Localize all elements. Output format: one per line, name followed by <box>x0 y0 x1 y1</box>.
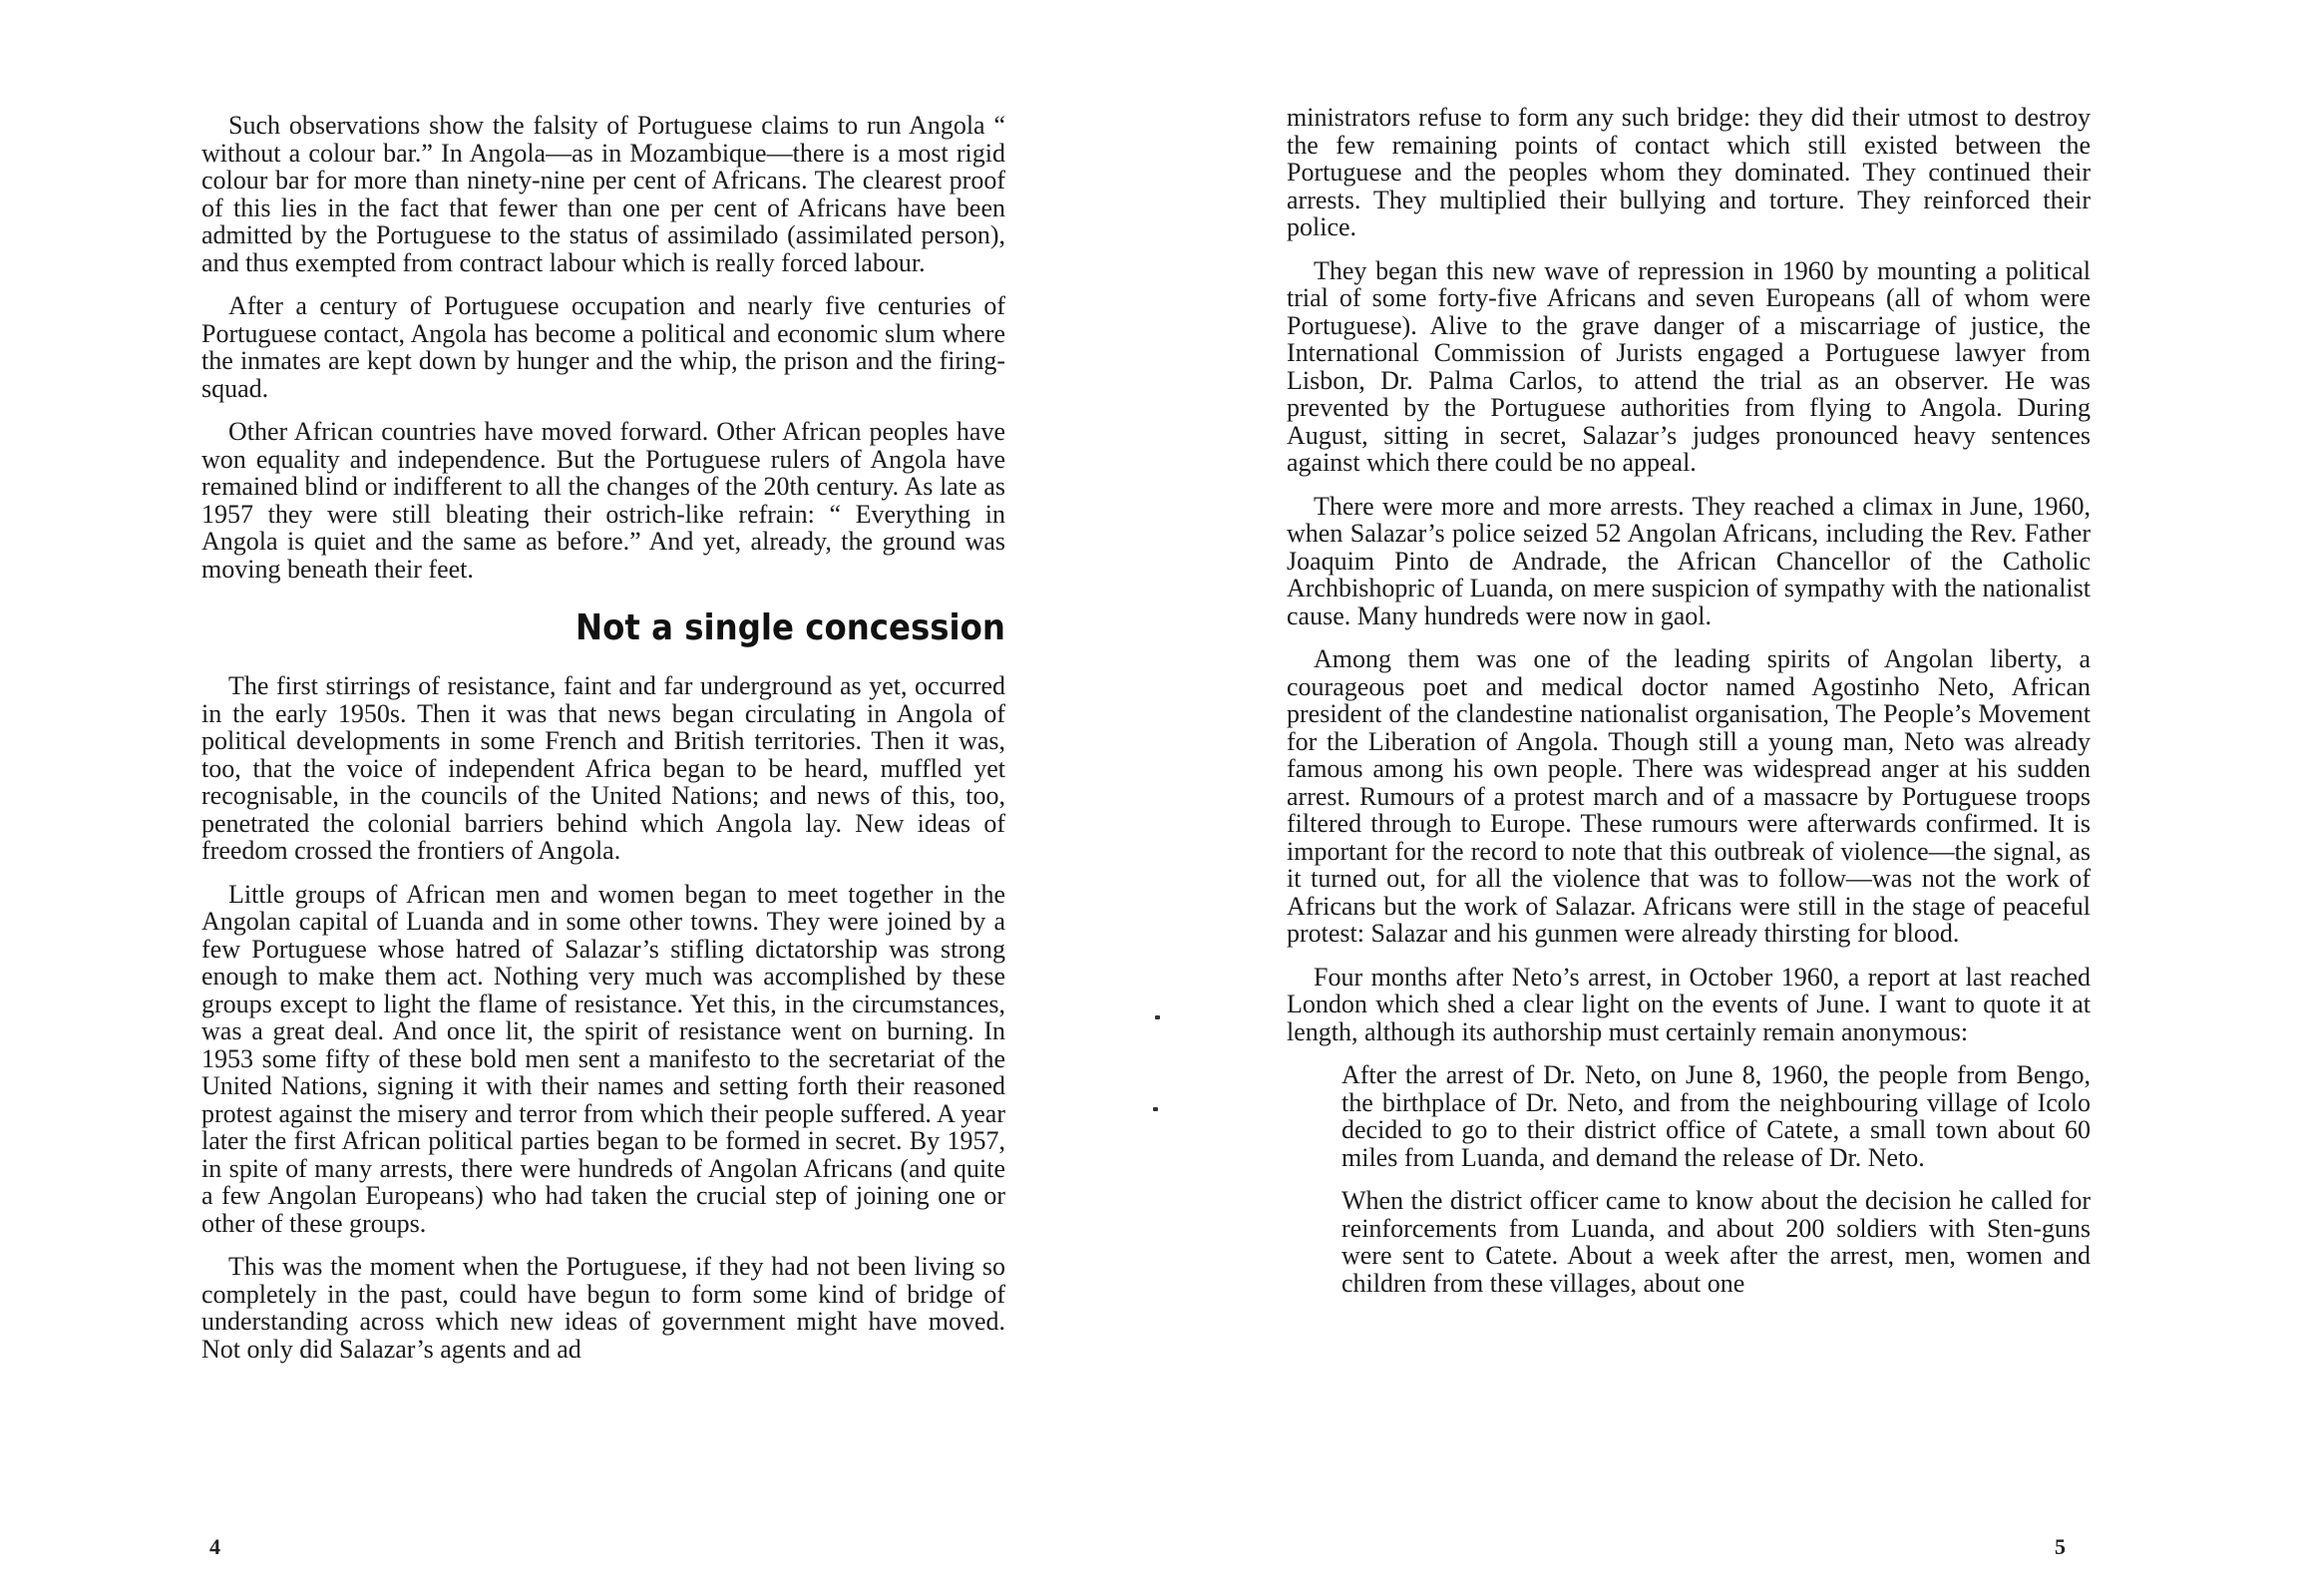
right-paragraph-4: Among them was one of the leading spirits of Angolan liberty, a courageous poet and medical doctor named Agostinho Neto, African president of the clandestine nationalist organisation, The People’s Movement for the Liberation of Angola. Though still a young man, Neto was already famous among his own people. There was widespread anger at his sudden arrest. Rumours of a protest march and of a massacre by Portuguese troops filtered through to Europe. These rumours were afterwards confirmed. It is important for the record to note that this outbreak of violence—the signal, as it turned out, for all the violence that was to follow—was not the work of Africans but the work of Salazar. Africans were still in the stage of peaceful protest: Salazar and his gunmen were already thirsting for blood. <box>1287 644 2091 948</box>
quoted-paragraph-2: When the district officer came to know about the decision he called for reinforcements from Luanda, and about 200 soldiers with Sten-guns were sent to Catete. About a week after the arrest, men, women and children from these villages, about one <box>1341 1186 2091 1298</box>
left-text-column <box>201 112 1005 1379</box>
quoted-paragraph-1: After the arrest of Dr. Neto, on June 8, 1960, the people from Bengo, the birthplace of Dr. Neto, and from the neighbouring village of Icolo decided to go to their district office of Catete, a small town about 60 miles from Luanda, and demand the release of Dr. Neto. <box>1341 1060 2091 1172</box>
left-paragraph-4: The first stirrings of resistance, faint and far underground as yet, occurred in the early 1950s. Then it was that news began circulating in Angola of political developments in some French and British territories. Then it was, too, that the voice of independent Africa began to be heard, muffled yet recognisable, in the councils of the United Nations; and news of this, too, penetrated the colonial barriers behind which Angola lay. New ideas of freedom crossed the frontiers of Angola. <box>201 671 1005 865</box>
right-paragraph-2: They began this new wave of repression in 1960 by mounting a political trial of some forty-five Africans and seven Europeans (all of whom were Portuguese). Alive to the grave danger of a miscarriage of justice, the International Commission of Jurists engaged a Portuguese lawyer from Lisbon, Dr. Palma Carlos, to attend the trial as an observer. He was prevented by the Portuguese authorities from flying to Angola. During August, sitting in secret, Salazar’s judges pronounced heavy sentences against which there could be no appeal. <box>1287 255 2091 477</box>
right-paragraph-3: There were more and more arrests. They reached a climax in June, 1960, when Salazar’s police seized 52 Angolan Africans, including the Rev. Father Joaquim Pinto de Andrade, the African Chancellor of the Catholic Archbishopric of Luanda, on mere suspicion of sympathy with the nationalist cause. Many hundreds were now in gaol. <box>1287 491 2091 630</box>
right-paragraph-1: ministrators refuse to form any such bridge: they did their utmost to destroy the few remaining points of contact which still existed between the Portuguese and the peoples whom they dominated. They continued their arrests. They multiplied their bullying and torture. They reinforced their police. <box>1287 103 2091 241</box>
left-paragraph-6: This was the moment when the Portuguese, if they had not been living so completely in the past, could have begun to form some kind of bridge of understanding across which new ideas of government might have moved. Not only did Salazar’s agents and ad <box>201 1252 1005 1364</box>
left-paragraph-2: After a century of Portuguese occupation and nearly five centuries of Portuguese contact, Angola has become a political and economic slum where the inmates are kept down by hunger and the whip, the prison and the firing-squad. <box>201 291 1005 403</box>
left-paragraph-5: Little groups of African men and women began to meet together in the Angolan capital of Luanda and in some other towns. They were joined by a few Portuguese whose hatred of Salazar’s stifling dictatorship was strong enough to make them act. Nothing very much was accomplished by these groups except to light the flame of resistance. Yet this, in the circumstances, was a great deal. And once lit, the spirit of resistance went on burning. In 1953 some fifty of these bold men sent a manifesto to the secretariat of the United Nations, signing it with their names and setting forth their reasoned protest against the misery and terror from which their people suffered. A year later the first African political parties began to be formed in secret. By 1957, in spite of many arrests, there were hundreds of Angolan Africans (and quite a few Angolan Europeans) who had taken the crucial step of joining one or other of these groups. <box>201 879 1005 1238</box>
left-paragraph-1: Such observations show the falsity of Portuguese claims to run Angola “ without a colour bar.” In Angola—as in Mozambique—there is a most rigid colour bar for more than ninety-nine per cent of Africans. The clearest proof of this lies in the fact that fewer than one per cent of Africans have been admitted by the Portuguese to the status of assimilado (assimilated person), and thus exempted from contract labour which is really forced labour. <box>201 111 1005 277</box>
page-number-right: 5 <box>2055 1534 2066 1559</box>
page-number-left: 4 <box>209 1534 220 1559</box>
section-heading: Not a single concession <box>574 607 1005 648</box>
right-page <box>1149 0 2298 1596</box>
left-paragraph-3: Other African countries have moved forward. Other African peoples have won equality and independence. But the Portuguese rulers of Angola have remained blind or indifferent to all the changes of the 20th century. As late as 1957 they were still bleating their ostrich-like refrain: “ Everything in Angola is quiet and the same as before.” And yet, already, the ground was moving beneath their feet. <box>201 417 1005 584</box>
right-text-column <box>1287 104 2091 1313</box>
right-paragraph-5: Four months after Neto’s arrest, in October 1960, a report at last reached London which shed a clear light on the events of June. I want to quote it at length, although its authorship must certainly remain anonymous: <box>1287 962 2091 1046</box>
